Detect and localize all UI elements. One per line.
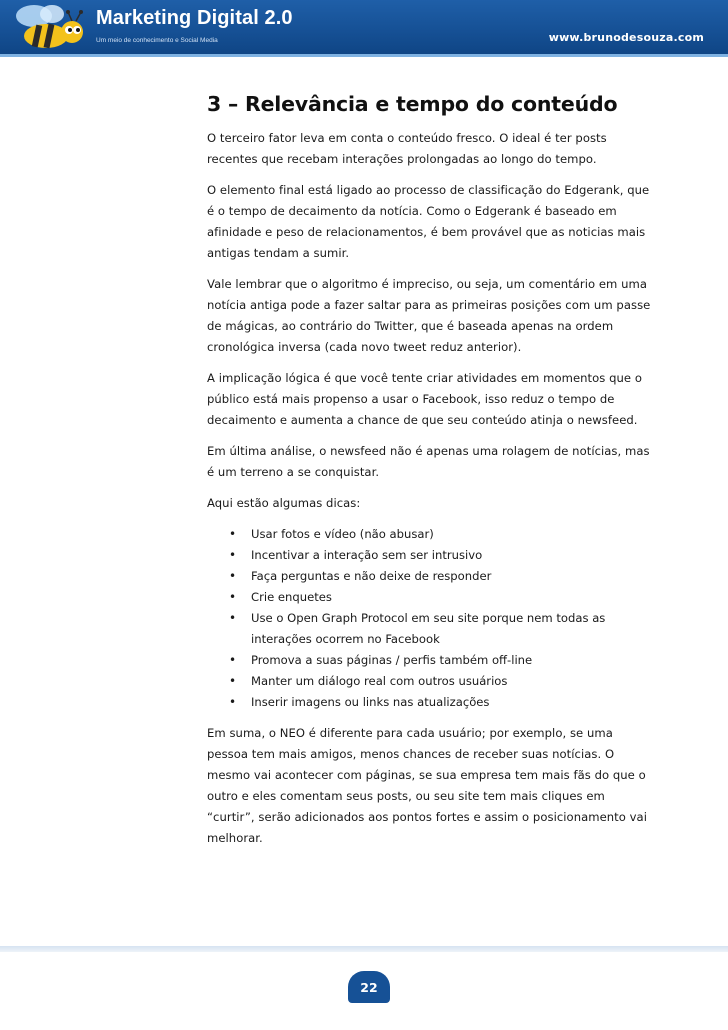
paragraph: A implicação lógica é que você tente criar atividades em momentos que o público está mais propenso a usar o Facebook, isso reduz o tempo de decaimento e aumenta a chance de que seu conteúdo atinja o newsfeed. [207,371,642,427]
bullet-icon: • [229,695,237,709]
page-number-badge: 22 [348,971,390,1003]
tip-text: Manter um diálogo real com outros usuários [251,674,508,688]
footer-divider [0,946,728,952]
logo-tagline: Um meio de conhecimento e Social Media [96,37,218,44]
bullet-icon: • [229,674,237,688]
list-item [229,566,655,587]
tip-text: Usar fotos e vídeo (não abusar) [251,527,434,541]
paragraph: Em suma, o NEO é diferente para cada usuário; por exemplo, se uma pessoa tem mais amigos, menos chances de receber suas notícias. O mesmo vai acontecer com páginas, se sua empresa tem mais fãs do que o outro e eles comentam seus posts, ou seu site tem mais cliques em “curtir”, serão adicionados aos pontos fortes e assim o posicionamento vai melhorar. [207,726,647,845]
bullet-icon: • [229,548,237,562]
list-item [229,692,655,713]
paragraph: O elemento final está ligado ao processo de classificação do Edgerank, que é o tempo de decaimento da notícia. Como o Edgerank é baseado em afinidade e peso de relacionamentos, é bem provável que as noticias mais antigas tendam a sumir. [207,183,650,260]
list-item [229,608,655,650]
tip-text: Inserir imagens ou links nas atualizações [251,695,490,709]
tip-text: Promova a suas páginas / perfis também off-line [251,653,533,667]
page-header [0,0,728,57]
bullet-icon: • [229,590,237,604]
site-url-link[interactable]: www.brunodesouza.com [548,31,704,44]
bullet-icon: • [229,527,237,541]
article-body [207,92,655,859]
logo-title-main: Marketing [96,7,198,29]
tip-text: Incentivar a interação sem ser intrusivo [251,548,483,562]
paragraph: O terceiro fator leva em conta o conteúdo fresco. O ideal é ter posts recentes que recebam interações prolongadas ao longo do tempo. [207,131,607,166]
bee-mascot-icon [8,2,92,52]
tip-text: Use o Open Graph Protocol em seu site porque nem todas as interações ocorrem no Facebook [251,611,606,646]
tip-text: Faça perguntas e não deixe de responder [251,569,492,583]
site-logo[interactable] [8,2,308,52]
list-item [229,545,655,566]
bullet-icon: • [229,653,237,667]
logo-title [96,7,293,30]
list-item [229,671,655,692]
bullet-icon: • [229,569,237,583]
section-heading: 3 – Relevância e tempo do conteúdo [207,92,618,116]
logo-title-accent: Digital 2.0 [197,7,293,29]
list-item [229,650,655,671]
list-item [229,587,655,608]
tips-list [207,524,655,713]
list-item [229,524,655,545]
paragraph: Vale lembrar que o algoritmo é impreciso, ou seja, um comentário em uma notícia antiga pode a fazer saltar para as primeiras posições com um passe de mágicas, ao contrário do Twitter, que é baseada apenas na ordem cronológica inversa (cada novo tweet reduz anterior). [207,277,651,354]
tip-text: Crie enquetes [251,590,332,604]
bullet-icon: • [229,611,237,625]
paragraph: Aqui estão algumas dicas: [207,496,361,510]
paragraph: Em última análise, o newsfeed não é apenas uma rolagem de notícias, mas é um terreno a se conquistar. [207,444,650,479]
